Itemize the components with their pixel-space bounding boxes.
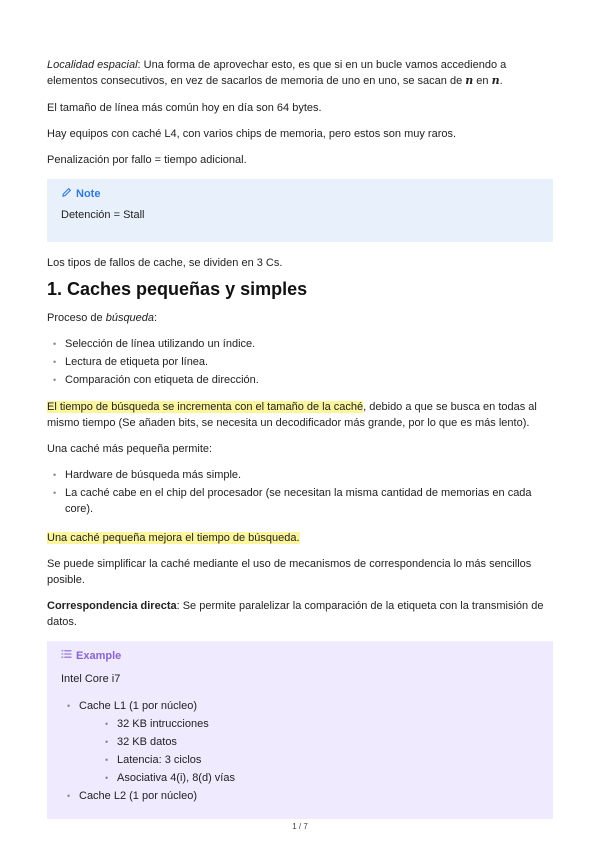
- list-item: • Selección de línea utilizando un índice.: [47, 335, 259, 353]
- math-n: n: [465, 74, 474, 87]
- paragraph-spatial-locality: [47, 57, 553, 89]
- note-body: Detención = Stall: [61, 209, 145, 221]
- small-cache-benefits-list: [47, 467, 553, 519]
- list-item: • Cache L2 (1 por núcleo): [61, 787, 541, 805]
- search-steps-list: [47, 335, 259, 389]
- paragraph-text: :: [154, 312, 158, 324]
- list-item: • Comparación con etiqueta de dirección.: [47, 371, 259, 389]
- highlighted-text: Una caché pequeña mejora el tiempo de búsqueda.: [47, 532, 300, 544]
- sub-list: [79, 715, 541, 787]
- paragraph-miss-penalty: Penalización por fallo = tiempo adicional.: [47, 154, 247, 166]
- pencil-icon: [61, 187, 72, 201]
- list-item: • Latencia: 3 ciclos: [99, 751, 541, 769]
- paragraph-l4-cache: Hay equipos con caché L4, con varios chips de memoria, pero estos son muy raros.: [47, 128, 457, 140]
- list-item: • 32 KB intrucciones: [99, 715, 541, 733]
- paragraph-text: Proceso de: [47, 312, 106, 324]
- list-icon: [61, 649, 72, 662]
- term-direct-mapping: Correspondencia directa: [47, 600, 177, 612]
- paragraph-search-process: [47, 310, 157, 326]
- example-title: [61, 649, 121, 662]
- paragraph-line-size: El tamaño de línea más común hoy en día son 64 bytes.: [47, 102, 322, 114]
- list-item: • La caché cabe en el chip del procesador (se necesitan la misma cantidad de memorias en cada core).: [47, 485, 553, 517]
- highlighted-text: El tiempo de búsqueda se incrementa con el tamaño de la caché: [47, 401, 364, 413]
- note-title: [61, 187, 100, 201]
- example-body: Intel Core i7: [61, 673, 121, 685]
- list-item-label: Cache L1 (1 por núcleo): [79, 700, 198, 712]
- example-title-label: Example: [76, 649, 122, 662]
- paragraph-miss-types: Los tipos de fallos de cache, se dividen en 3 Cs.: [47, 257, 283, 269]
- note-callout: [47, 179, 553, 242]
- term-spatial-locality: Localidad espacial: [47, 59, 138, 71]
- paragraph-simplify: Se puede simplificar la caché mediante el uso de mecanismos de correspondencia lo más sencillos posible.: [47, 558, 532, 586]
- section-heading: 1. Caches pequeñas y simples: [47, 279, 308, 299]
- list-item: • Asociativa 4(i), 8(d) vías: [99, 769, 541, 787]
- example-callout: [47, 641, 553, 819]
- example-list: [61, 697, 541, 805]
- list-item: • Hardware de búsqueda más simple.: [47, 467, 553, 483]
- paragraph-small-cache: Una caché más pequeña permite:: [47, 443, 213, 455]
- list-item: • Lectura de etiqueta por línea.: [47, 353, 259, 371]
- paragraph-search-time: [47, 399, 553, 431]
- paragraph-direct-mapping: [47, 598, 553, 630]
- paragraph-small-cache-improves: [47, 530, 300, 546]
- paragraph-text: : Una forma de aprovechar esto, es que si en un bucle vamos accediendo a elementos consecutivos, en vez de sacarlos de memoria de uno en uno, se sacan de: [47, 59, 507, 87]
- note-title-label: Note: [76, 188, 101, 200]
- math-n: n: [491, 74, 500, 87]
- term-search: búsqueda: [105, 312, 155, 324]
- paragraph-text: : Se permite paralelizar la comparación de la etiqueta con la transmisión de datos.: [47, 600, 544, 628]
- list-item: • 32 KB datos: [99, 733, 541, 751]
- paragraph-text: , debido a que se busca en todas al mismo tiempo (Se añaden bits, se necesita un decodificador más grande, por lo que es más lento).: [47, 401, 537, 429]
- paragraph-text: en: [473, 75, 492, 87]
- paragraph-text: .: [499, 75, 503, 87]
- list-item: [61, 697, 541, 787]
- page-number: 1 / 7: [292, 822, 308, 831]
